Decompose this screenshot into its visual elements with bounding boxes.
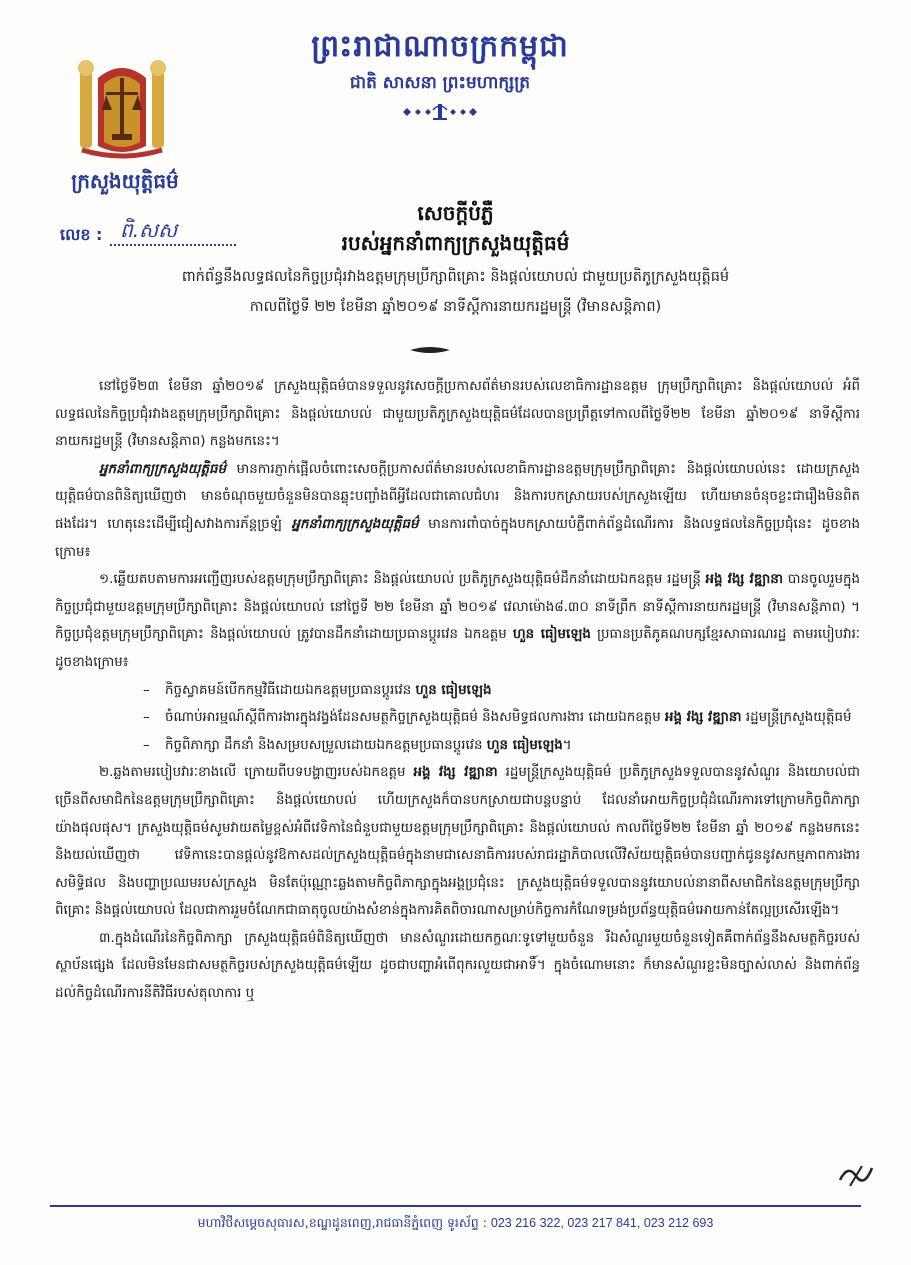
- agenda-item-tail: ។: [562, 737, 572, 753]
- paragraph-4-text: រដ្ឋមន្ត្រីក្រសួងយុត្តិធម៌ ប្រតិភូក្រសួងទទួលបាននូវសំណួរ និងយោបល់ជាច្រើនពីសមាជិកនៃឧត្តមក្រុមប្រឹក្សាពិគ្រោះ និងផ្ដល់យោបល់ ហើយក្រសួងក៏បានបកស្រាយជាបន្តបន្ទាប់ ដែលនាំអោយកិច្ចប្រជុំដំណើរការទៅក្រោមកិច្ចពិភាក្សាយ៉ាងផុលផុស។ ក្រសួងយុត្តិធម៌សូមវាយតម្លៃខ្ពស់អំពីវេទិកានៃជំនួបជាមួយឧត្តមក្រុមប្រឹក្សាពិគ្រោះ និងផ្ដល់យោបល់ កាលពីថ្ងៃទី២២ ខែមីនា ឆ្នាំ ២០១៩ កន្លងមកនេះ និងយល់ឃើញថា វេទិកានេះបានផ្ដល់នូវឱកាសដល់ក្រសួងយុត្តិធម៌ក្នុងនាមជាសេនាធិការរបស់រាជរដ្ឋាភិបាលលើវិស័យយុត្តិធម៌បានបញ្ជាក់ជូននូវសកម្មភាពការងារ សមិទ្ធិផល និងបញ្ហាប្រឈមរបស់ក្រសួង មិនតែប៉ុណ្ណោះឆ្លងតាមកិច្ចពិភាក្សាក្នុងអង្គប្រជុំនេះ ក្រសួងយុត្តិធម៌ទទួលបាននូវយោបល់នានាពីសមាជិកនៃឧត្តមក្រុមប្រឹក្សាពិគ្រោះ និងផ្ដល់យោបល់ ដែលជាការរួមចំណែកជាធាតុចូលយ៉ាងសំខាន់ក្នុងការគិតពិចារណាសម្រាប់កិច្ចការកំណែទម្រង់ប្រព័ន្ធយុត្តិធម៌អោយកាន់តែល្អប្រសើរឡើង។: [55, 765, 860, 919]
- paragraph-3-text: ប្រធានប្រតិភូគណបក្សខ្មែរសាធារណរដ្ឋ តាមរបៀបវារៈដូចខាងក្រោម៖: [55, 627, 860, 670]
- agenda-item: [143, 704, 860, 732]
- agenda-item-name: អង្គ វង្ស វឌ្ឍានា: [664, 710, 742, 726]
- paragraph-3: [55, 566, 860, 676]
- paragraph-2-text: មានការពាំបាច់ក្នុងបកស្រាយបំភ្លឺពាក់ព័ន្ធដំណើរការ និងលទ្ធផលនៃកិច្ចប្រជុំនេះ ដូចខាងក្រោម៖: [55, 516, 860, 560]
- footer-phones: 023 216 322, 023 217 841, 023 212 693: [490, 1216, 714, 1230]
- paragraph-2-text: មានការភ្ញាក់ផ្អើលចំពោះសេចក្ដីប្រកាសព័ត៌មានរបស់លេខាធិការដ្ឋានឧត្តមក្រុមប្រឹក្សាពិគ្រោះ និងផ្ដល់យោបល់នេះ ដោយក្រសួងយុត្តិធម៌បានពិនិត្យឃើញថា មានចំណុចមួយចំនួនមិនបានឆ្លុះបញ្ចាំងពីអ្វីដែលជាគោលជំហរ និងការបកស្រាយរបស់ក្រសួងឡើយ ហើយមានចំនុចខ្លះជារឿងមិនពិតផងដែរ។ ហេតុនេះដើម្បីជៀសវាងការភ័ន្តច្រឡំ: [55, 461, 860, 532]
- reference-number: ពិ.សស: [120, 218, 178, 242]
- document-subtitle: របស់អ្នកនាំពាក្យក្រសួងយុត្តិធម៌: [341, 231, 570, 255]
- divider-ornament-icon: [395, 100, 485, 124]
- footer-address: មហាវិថីសម្ដេចសុធារស,ខណ្ឌដូនពេញ,រាជធានីភ្នំពេញ ទូរស័ព្ទ :: [197, 1215, 487, 1230]
- spokesperson-label: អ្នកនាំពាក្យក្រសួងយុត្តិធម៌: [291, 516, 419, 532]
- agenda-item-name: ហួន ធៀមឡេង: [486, 737, 563, 753]
- agenda-item: [143, 677, 860, 705]
- kingdom-title: ព្រះរាជាណាចក្រកម្ពុជា: [311, 29, 569, 64]
- ministry-emblem-icon: [72, 58, 172, 162]
- paragraph-4-text: ២.ឆ្លងតាមរបៀបវារៈខាងលើ ក្រោយពីបទបង្ហាញរបស់ឯកឧត្តម: [99, 765, 414, 781]
- paragraph-3-text: ១.ឆ្លើយតបតាមការអញ្ជើញរបស់ឧត្តមក្រុមប្រឹក្សាពិគ្រោះ និងផ្ដល់យោបល់ ប្រតិភូក្រសួងយុត្តិធម៌ដឹកនាំដោយឯកឧត្តម រដ្ឋមន្ត្រី: [99, 572, 706, 588]
- paragraph-2: [55, 456, 860, 566]
- agenda-item-tail: រដ្ឋមន្ត្រីក្រសួងយុត្តិធម៌: [741, 710, 852, 726]
- paragraph-1: នៅថ្ងៃទី២៣ ខែមីនា ឆ្នាំ២០១៩ ក្រសួងយុត្តិធម៌បានទទួលនូវសេចក្ដីប្រកាសព័ត៌មានរបស់លេខាធិការដ្ឋានឧត្តម ក្រុមប្រឹក្សាពិគ្រោះ និងផ្ដល់យោបល់ អំពីលទ្ធផលនៃកិច្ចប្រជុំរវាងឧត្តមក្រុមប្រឹក្សាពិគ្រោះ និងផ្ដល់យោបល់ ជាមួយប្រតិភូក្រសួងយុត្តិធម៌ដែលបានប្រព្រឹត្តទៅកាលពីថ្ងៃទី២២ ខែមីនា ឆ្នាំ២០១៩ នាទីស្ដីការនាយករដ្ឋមន្ត្រី (វិមានសន្តិភាព) កន្លងមកនេះ។: [55, 379, 860, 450]
- agenda-item-text: ចំណាប់អារម្មណ៍ស្ដីពីការងារក្នុងវង្វង់ដែនសមត្ថកិច្ចក្រសួងយុត្តិធម៌ និងសមិទ្ធផលការងារ ដោយឯកឧត្តម: [165, 710, 665, 726]
- agenda-item-text: កិច្ចពិភាក្សា ដឹកនាំ និងសម្របសម្រួលដោយឯកឧត្តមប្រធានប្ដូរវេន: [165, 737, 487, 753]
- agenda-item-text: កិច្ចស្វាគមន៍បើកកម្មវិធីដោយឯកឧត្តមប្រធានប្ដូរវេន: [165, 682, 416, 698]
- page-continuation-mark-icon: [836, 1160, 876, 1190]
- footer-contact: [50, 1212, 861, 1234]
- reference-label: លេខ :: [60, 225, 103, 244]
- ministry-name: ក្រសួងយុត្តិធម៌: [71, 169, 179, 193]
- spokesperson-label: អ្នកនាំពាក្យក្រសួងយុត្តិធម៌: [99, 461, 226, 477]
- paragraph-3-text: បានចូលរួមក្នុងកិច្ចប្រជុំជាមួយឧត្តមក្រុមប្រឹក្សាពិគ្រោះ និងផ្ដល់យោបល់ នៅថ្ងៃទី ២២ ខែមីនា ឆ្នាំ ២០១៩ វេលាម៉ោង៨.៣០ នាទីព្រឹក នាទីស្ដីការនាយករដ្ឋមន្ត្រី (វិមានសន្តិភាព) ។ កិច្ចប្រជុំឧត្តមក្រុមប្រឹក្សាពិគ្រោះ និងផ្ដល់យោបល់ ត្រូវបានដឹកនាំដោយប្រធានប្ដូរវេន ឯកឧត្តម: [55, 572, 860, 643]
- paragraph-5: ៣.ក្នុងដំណើរនៃកិច្ចពិភាក្សា ក្រសួងយុត្តិធម៌ពិនិត្យឃើញថា មានសំណួរដោយកក្ខណៈទូទៅមួយចំនួន រីឯសំណួរមួយចំនួនទៀតគឺពាក់ព័ន្ធនឹងសមត្ថកិច្ចរបស់ស្ថាប័នផ្សេង ដែលមិនមែនជាសមត្ថកិច្ចរបស់ក្រសួងយុត្តិធម៌ឡើយ ដូចជាបញ្ហាអំពើពុករលួយជាអាទិ៍។ ក្នុងចំណោមនោះ ក៏មានសំណួរខ្លះមិនច្បាស់លាស់ និងពាក់ព័ន្ធដល់កិច្ចដំណើរការនីតិវិធីរបស់តុលាការ ឬ: [55, 930, 860, 1002]
- agenda-item: [143, 732, 860, 760]
- footer-rule: [50, 1205, 861, 1207]
- minister-name: អង្គ វង្ស វឌ្ឍានា: [705, 572, 784, 588]
- national-motto: ជាតិ សាសនា ព្រះមហាក្សត្រ: [349, 73, 531, 93]
- document-title: សេចក្ដីបំភ្លឺ: [417, 201, 494, 225]
- subject-line-2: កាលពីថ្ងៃទី ២២ ខែមីនា ឆ្នាំ២០១៩ នាទីស្ដីការនាយករដ្ឋមន្ត្រី (វិមានសន្តិភាព): [249, 299, 662, 315]
- agenda-item-name: ហួន ធៀមឡេង: [415, 682, 492, 698]
- section-divider-icon: [410, 346, 450, 354]
- paragraph-4: [55, 759, 860, 925]
- subject-line-1: ពាក់ព័ន្ធនឹងលទ្ធផលនៃកិច្ចប្រជុំរវាងឧត្តមក្រុមប្រឹក្សាពិគ្រោះ និងផ្ដល់យោបល់ ជាមួយប្រតិភូក្រសួងយុត្តិធម៌: [181, 269, 730, 285]
- agenda-list: [55, 677, 860, 760]
- minister-name: អង្គ វង្ស វឌ្ឍានា: [413, 765, 498, 781]
- document-body: [55, 373, 860, 1008]
- chair-name: ហួន ធៀមឡេង: [512, 627, 591, 643]
